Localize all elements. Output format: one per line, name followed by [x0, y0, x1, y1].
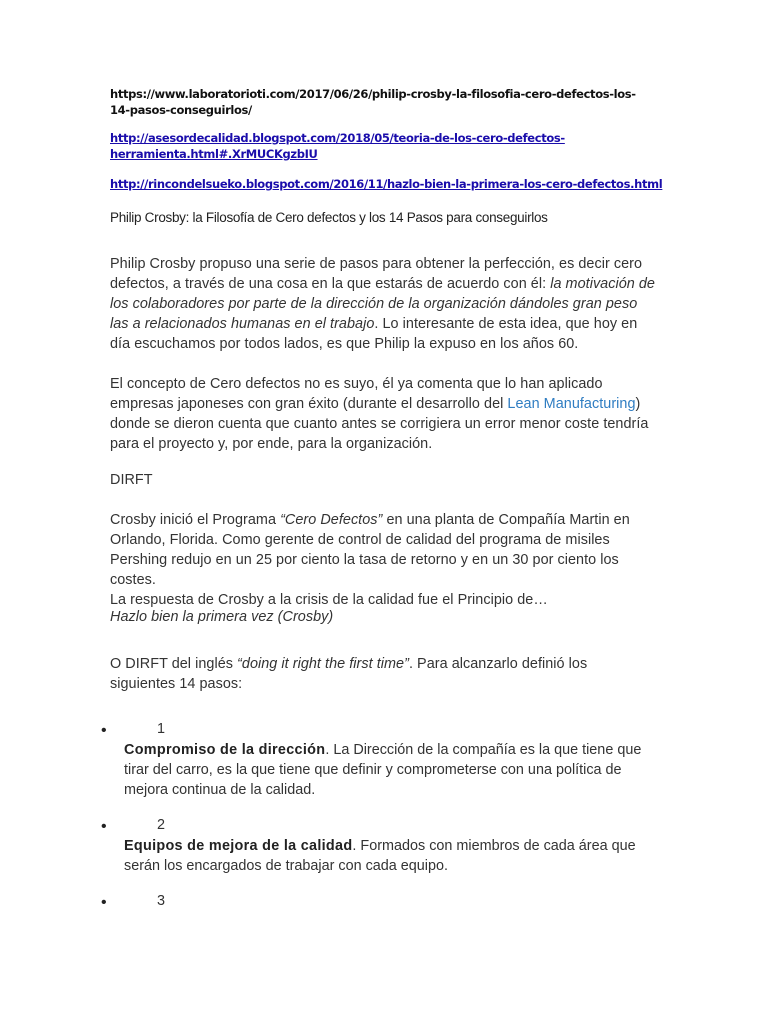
crosby-text-b: en una planta de Compañía Martin en Orlando, Florida. Como gerente de control de calidad del programa de misiles Pershing redujo en un 25 por ciento la tasa de retorno y en un 30 por ciento los costes. — [110, 512, 630, 588]
crosby-quote-text: Hazlo bien la primera vez (Crosby) — [110, 609, 334, 625]
crosby-principle-quote — [110, 607, 655, 627]
intro-emphasis: la motivación de los colaboradores por parte de la dirección de la organización dándoles gran peso las a relacionados humanas en el trabajo — [110, 276, 655, 332]
crosby-emphasis: “Cero Defectos” — [280, 512, 383, 528]
dirft-text-b: . Para alcanzarlo definió los siguientes 14 pasos: — [110, 656, 588, 692]
dirft-emphasis: “doing it right the first time” — [237, 656, 409, 672]
article-title: Philip Crosby: la Filosofía de Cero defectos y los 14 Pasos para conseguirlos — [110, 210, 548, 225]
reference-url-2[interactable] — [110, 130, 655, 162]
crosby-principle-line: La respuesta de Crosby a la crisis de la calidad fue el Principio de… — [110, 592, 548, 608]
intro2-text-b: ) donde se dieron cuenta que cuanto antes se corrigiera un error menor coste tendría para el proyecto y, por ende, para la organización. — [110, 396, 649, 452]
list-bullet: • — [101, 818, 107, 835]
reference-url-3[interactable] — [110, 176, 670, 192]
lean-manufacturing-link[interactable]: Lean Manufacturing — [507, 396, 636, 412]
dirft-text-a: O DIRFT del inglés — [110, 656, 238, 672]
step-number: 2 — [157, 817, 166, 833]
step-item-1 — [124, 740, 654, 800]
intro-text-a: Philip Crosby propuso una serie de pasos para obtener la perfección, es decir cero defectos, a través de una cosa en la que estarás de acuerdo con él: — [110, 256, 643, 292]
step-number: 1 — [157, 721, 166, 737]
dirft-paragraph — [110, 654, 655, 694]
intro2-text-a: El concepto de Cero defectos no es suyo, él ya comenta que lo han aplicado empresas japoneses con gran éxito (durante el desarrollo del — [110, 376, 603, 412]
step-description: . La Dirección de la compañía es la que tiene que tirar del carro, es la que tiene que definir y comprometerse con una política de mejora continua de la calidad. — [124, 742, 642, 798]
step-title: Compromiso de la dirección — [124, 742, 326, 758]
step-description: . Formados con miembros de cada área que serán los encargados de trabajar con cada equipo. — [124, 838, 636, 874]
crosby-paragraph — [110, 510, 655, 590]
intro-paragraph-2 — [110, 374, 655, 454]
crosby-text-a: Crosby inició el Programa — [110, 512, 281, 528]
step-number: 3 — [157, 893, 166, 909]
step-item-2 — [124, 836, 654, 876]
reference-link-2[interactable]: http://asesordecalidad.blogspot.com/2018/05/teoria-de-los-cero-defectos-herramienta.html#.XrMUCKgzbIU — [110, 131, 565, 161]
reference-link-3[interactable]: http://rincondelsueko.blogspot.com/2016/11/hazlo-bien-la-primera-los-cero-defectos.html — [110, 177, 663, 191]
dirft-heading: DIRFT — [110, 472, 153, 488]
intro-text-b: . Lo interesante de esta idea, que hoy en día escuchamos por todos lados, es que Philip la expuso en los años 60. — [110, 316, 638, 352]
intro-paragraph-1 — [110, 254, 655, 354]
reference-url-1[interactable]: https://www.laboratorioti.com/2017/06/26/philip-crosby-la-filosofia-cero-defectos-los-14-pasos-conseguirlos/ — [110, 87, 636, 117]
list-bullet: • — [101, 722, 107, 739]
step-title: Equipos de mejora de la calidad — [124, 838, 353, 854]
list-bullet: • — [101, 894, 107, 911]
